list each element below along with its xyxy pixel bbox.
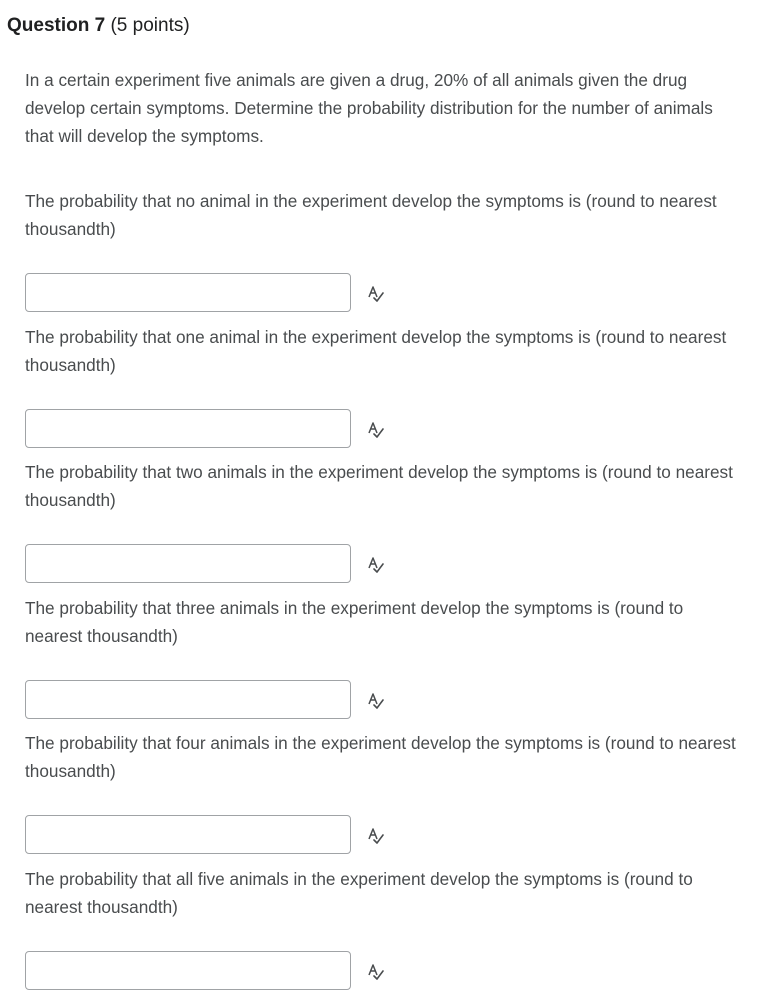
part-1-prompt: The probability that no animal in the experiment develop the symptoms is (round to nearest thousandth) xyxy=(25,191,717,239)
question-header xyxy=(7,13,190,39)
question-intro: In a certain experiment five animals are given a drug, 20% of all animals given the drug develop certain symptoms. Determine the probability distribution for the number of animals that will develop the symptoms. xyxy=(25,70,713,146)
spell-check-icon[interactable] xyxy=(366,962,386,982)
spell-check-icon[interactable] xyxy=(366,826,386,846)
part-5-answer-input[interactable] xyxy=(25,815,351,854)
spell-check-icon[interactable] xyxy=(366,555,386,575)
part-6-prompt: The probability that all five animals in the experiment develop the symptoms is (round to nearest thousandth) xyxy=(25,869,693,917)
part-3-answer-input[interactable] xyxy=(25,544,351,583)
part-4-prompt: The probability that three animals in the experiment develop the symptoms is (round to nearest thousandth) xyxy=(25,598,684,646)
part-2-prompt: The probability that one animal in the experiment develop the symptoms is (round to nearest thousandth) xyxy=(25,327,727,375)
question-points: (5 points) xyxy=(110,15,190,36)
part-6-answer-input[interactable] xyxy=(25,951,351,990)
question-title: Question 7 xyxy=(7,15,106,36)
part-4-answer-input[interactable] xyxy=(25,680,351,719)
part-3-prompt: The probability that two animals in the experiment develop the symptoms is (round to nearest thousandth) xyxy=(25,462,733,510)
spell-check-icon[interactable] xyxy=(366,691,386,711)
spell-check-icon[interactable] xyxy=(366,284,386,304)
part-2-answer-input[interactable] xyxy=(25,409,351,448)
part-5-prompt: The probability that four animals in the experiment develop the symptoms is (round to nearest thousandth) xyxy=(25,733,736,781)
spell-check-icon[interactable] xyxy=(366,420,386,440)
part-1-answer-input[interactable] xyxy=(25,273,351,312)
